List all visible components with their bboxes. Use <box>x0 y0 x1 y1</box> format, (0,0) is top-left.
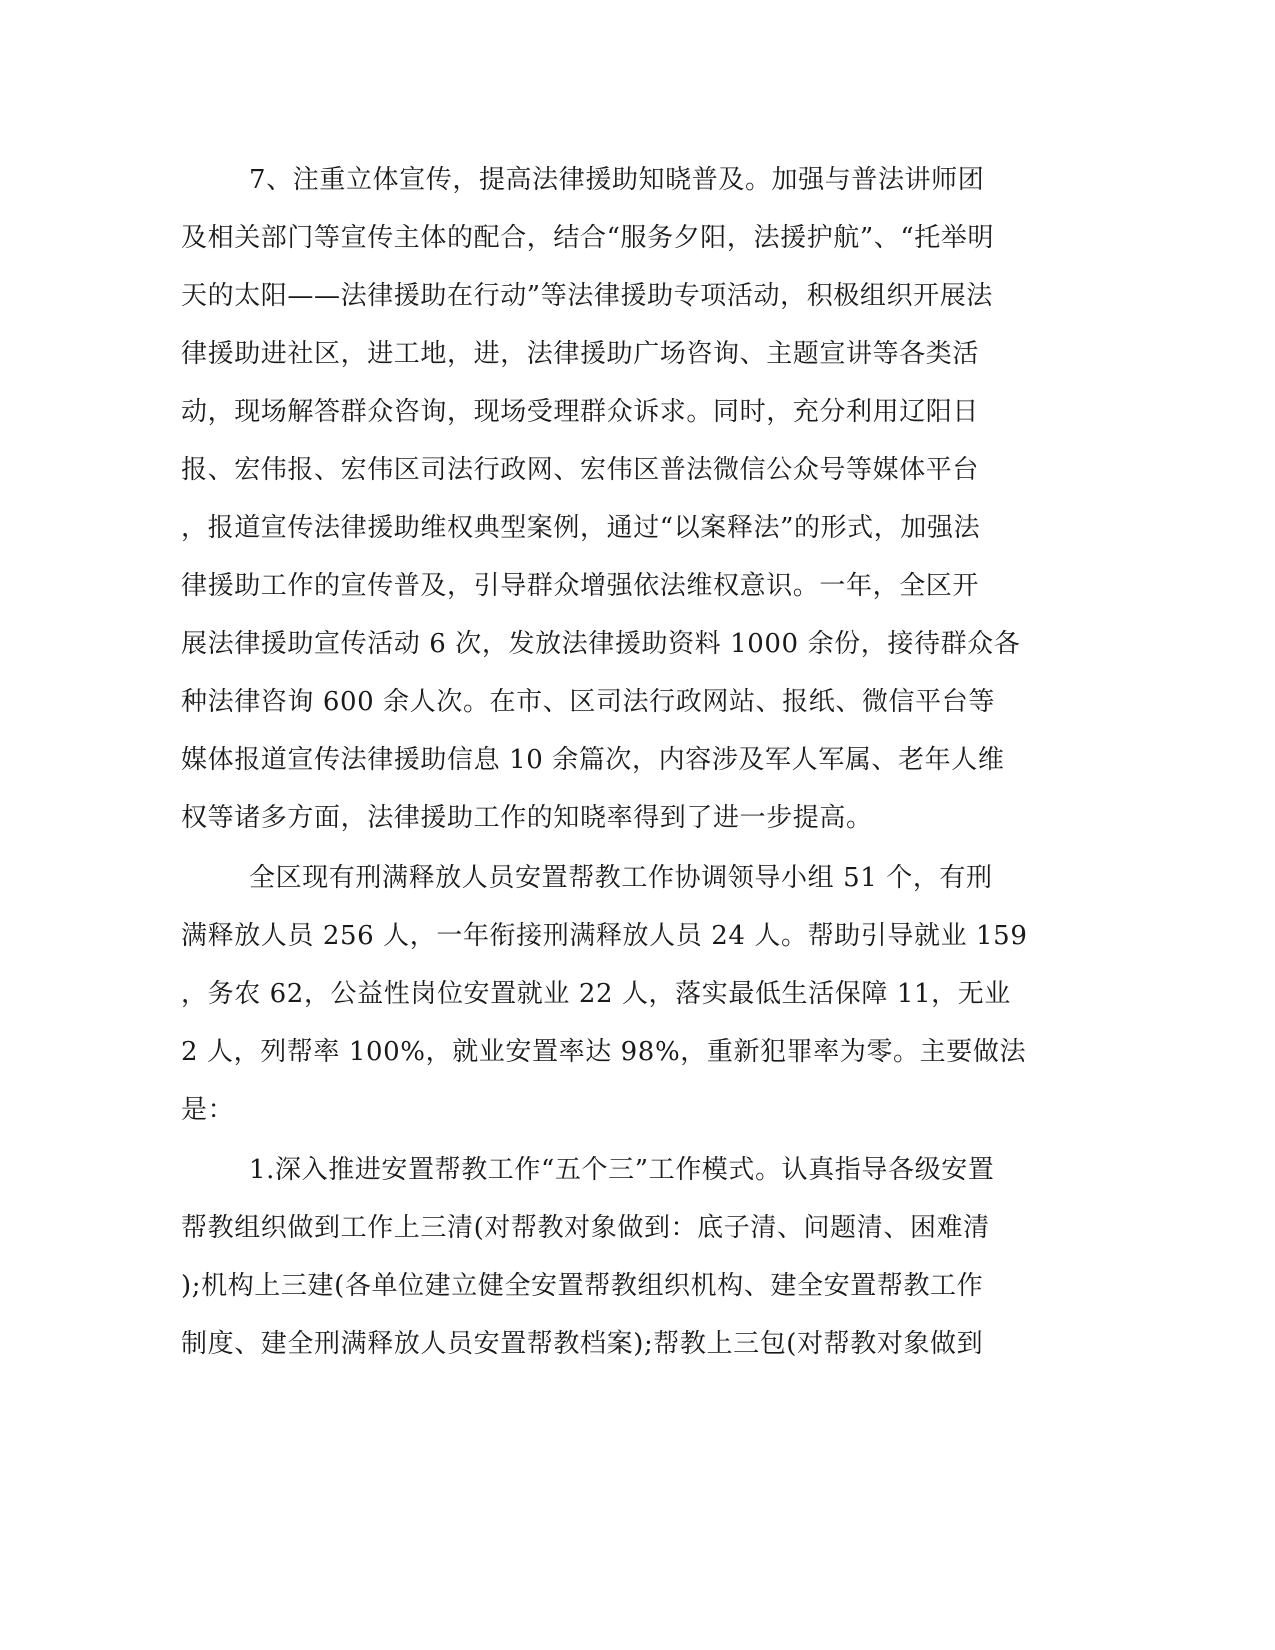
paragraph-1-line-10: 种法律咨询 600 余人次。在市、区司法行政网站、报纸、微信平台等 <box>181 687 995 717</box>
paragraph-3-line-3: );机构上三建(各单位建立健全安置帮教组织机构、建全安置帮教工作 <box>181 1271 984 1301</box>
paragraph-2-line-5: 是： <box>181 1095 235 1125</box>
paragraph-1-line-6: 报、宏伟报、宏伟区司法行政网、宏伟区普法微信公众号等媒体平台 <box>181 455 980 485</box>
paragraph-2-line-1: 全区现有刑满释放人员安置帮教工作协调领导小组 51 个，有刑 <box>249 863 993 893</box>
paragraph-1-line-3: 天的太阳——法律援助在行动”等法律援助专项活动，积极组织开展法 <box>181 281 993 311</box>
paragraph-2-line-2: 满释放人员 256 人，一年衔接刑满释放人员 24 人。帮助引导就业 159 <box>181 921 1028 951</box>
paragraph-1-line-9: 展法律援助宣传活动 6 次，发放法律援助资料 1000 余份，接待群众各 <box>181 629 1021 659</box>
paragraph-1-line-1: 7、注重立体宣传，提高法律援助知晓普及。加强与普法讲师团 <box>249 165 985 195</box>
paragraph-1-line-4: 律援助进社区，进工地，进，法律援助广场咨询、主题宣讲等各类活 <box>181 339 980 369</box>
paragraph-1-line-11: 媒体报道宣传法律援助信息 10 余篇次，内容涉及军人军属、老年人维 <box>181 745 1005 775</box>
paragraph-1-line-5: 动，现场解答群众咨询，现场受理群众诉求。同时，充分利用辽阳日 <box>181 397 980 427</box>
paragraph-1-line-8: 律援助工作的宣传普及，引导群众增强依法维权意识。一年，全区开 <box>181 571 980 601</box>
paragraph-3-line-1: 1.深入推进安置帮教工作“五个三”工作模式。认真指导各级安置 <box>249 1155 995 1185</box>
paragraph-1-line-2: 及相关部门等宣传主体的配合，结合“服务夕阳，法援护航”、“托举明 <box>181 223 995 253</box>
paragraph-2-line-3: ，务农 62，公益性岗位安置就业 22 人，落实最低生活保障 11，无业 <box>181 979 1011 1009</box>
paragraph-3-line-4: 制度、建全刑满释放人员安置帮教档案);帮教上三包(对帮教对象做到 <box>181 1329 984 1359</box>
paragraph-2-line-4: 2 人，列帮率 100%，就业安置率达 98%，重新犯罪率为零。主要做法 <box>181 1037 1027 1067</box>
paragraph-1-line-12: 权等诸多方面，法律援助工作的知晓率得到了进一步提高。 <box>181 803 873 833</box>
paragraph-3-line-2: 帮教组织做到工作上三清(对帮教对象做到：底子清、问题清、困难清 <box>181 1213 990 1243</box>
paragraph-1-line-7: ，报道宣传法律援助维权典型案例，通过“以案释法”的形式，加强法 <box>181 513 981 543</box>
